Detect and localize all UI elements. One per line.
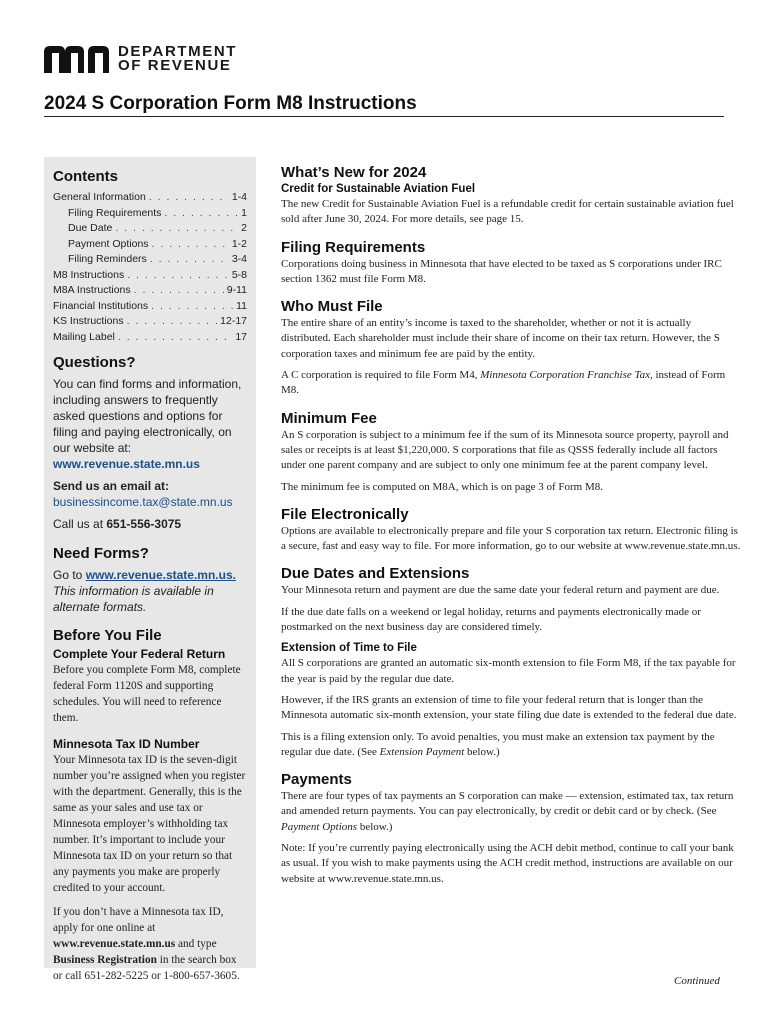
minimum-fee-text-2: The minimum fee is computed on M8A, which is on page 3 of Form M8. [281, 480, 604, 493]
toc-leader-dots [118, 330, 232, 346]
due-dates-text-2: If the due date falls on a weekend or legal holiday, returns and payments electronically made or postmarked on the next business day are considered timely. [281, 605, 701, 634]
logo-line-1: DEPARTMENT [118, 42, 238, 60]
toc-entry-page: 1-4 [231, 191, 247, 203]
toc-entry[interactable] [53, 299, 247, 315]
payments-text-1 [281, 789, 741, 835]
toc-entry-page: 11 [236, 299, 247, 312]
alt-formats-text: This information is available in alternate formats. [53, 584, 214, 614]
goto-line [53, 567, 247, 583]
toc-entry-label: Filing Reminders [68, 253, 147, 265]
toc-leader-dots [127, 268, 229, 284]
file-electronically-text: Options are available to electronically prepare and file your S corporation tax return. Electronic filing is a secure, fast and easy way to file. For more information, go to our website at www.revenue.state.mn.us. [281, 524, 741, 553]
toc-entry-label: Mailing Label [53, 330, 115, 343]
toc-entry[interactable] [53, 268, 247, 284]
minimum-fee-heading: Minimum Fee [281, 409, 377, 427]
toc-entry-label: Payment Options [68, 237, 149, 250]
toc-entry[interactable] [53, 330, 247, 346]
who-must-file-text-2 [281, 368, 741, 399]
extension-heading: Extension of Time to File [281, 642, 417, 655]
toc-entry-label: Filing Requirements [68, 206, 162, 219]
email-label: Send us an email at: [53, 479, 170, 493]
no-tax-id-part-2: and type [178, 938, 217, 950]
due-dates-heading: Due Dates and Extensions [281, 565, 470, 583]
toc-entry-label: Financial Institutions [53, 299, 149, 312]
who-text-2-part-a: A C corporation is required to file Form M4, [281, 369, 478, 382]
tax-id-text: Your Minnesota tax ID is the seven-digit number you’re assigned when you register with the department. Generally, this is the same as your sales and use tax or Minnesota employer’s withholding tax number. It’s important to include your Minnesota tax ID on your return so that any payments you make are properly credited to your account. [53, 754, 246, 894]
minimum-fee-text-1: An S corporation is subject to a minimum fee if the sum of its Minnesota source property, payroll and sales or receipts is at least $1,220,000. S corporations that file as QSSS federally include all factors under one parent company and are subject to only one minimum fee at the parent company level. [281, 428, 729, 472]
whats-new-heading: What’s New for 2024 [281, 164, 427, 181]
extension-payment-ref: Extension Payment [379, 745, 465, 758]
logo-line-2: OF REVENUE [118, 56, 232, 74]
main-content [281, 163, 741, 887]
payment-options-ref: Payment Options [281, 820, 358, 833]
due-dates-text-1: Your Minnesota return and payment are due the same date your federal return and payment are due. [281, 584, 720, 597]
tax-id-heading: Minnesota Tax ID Number [53, 737, 200, 751]
payments-text-1-part-b: below.) [359, 820, 393, 833]
sidebar [44, 157, 256, 982]
extension-text-3-part-b: below.) [467, 745, 500, 758]
filing-requirements-heading: Filing Requirements [281, 238, 426, 256]
logo-wordmark [118, 42, 238, 74]
toc-leader-dots [134, 283, 224, 299]
who-must-file-heading: Who Must File [281, 298, 383, 316]
website-link[interactable]: www.revenue.state.mn.us [53, 457, 200, 471]
goto-prefix: Go to [53, 568, 83, 582]
extension-text-1: All S corporations are granted an automatic six-month extension to file Form M8, if the tax payable for the year is paid by the regular due date. [281, 657, 736, 685]
extension-text-3-part-a: This is a filing extension only. To avoid penalties, you must make an extension tax payment by the regular due date. (See [281, 730, 715, 758]
toc-entry-page: 5-8 [231, 268, 247, 281]
toc-entry-page: 1 [241, 206, 247, 219]
toc-leader-dots [149, 190, 229, 206]
toc-entry[interactable] [53, 237, 247, 253]
file-electronically-heading: File Electronically [281, 505, 409, 523]
toc-leader-dots [115, 221, 238, 237]
no-tax-id-part-1: If you don’t have a Minnesota tax ID, apply for one online at [53, 906, 224, 934]
toc-entry[interactable] [53, 221, 247, 237]
toc-entry[interactable] [53, 206, 247, 222]
department-logo [44, 44, 237, 73]
toc-entry-label: Due Date [68, 222, 113, 234]
toc-entry-page: 3-4 [231, 253, 247, 265]
toc-entry-label: KS Instructions [53, 315, 124, 327]
saf-heading: Credit for Sustainable Aviation Fuel [281, 183, 476, 195]
toc-entry-label: M8A Instructions [53, 284, 131, 296]
toc-entry[interactable] [53, 190, 247, 206]
email-link[interactable]: businessincome.tax@state.mn.us [53, 495, 233, 509]
phone-number: 651-556-3075 [106, 517, 182, 531]
toc-entry-page: 17 [235, 330, 247, 343]
saf-text: The new Credit for Sustainable Aviation Fuel is a refundable credit for certain sustainable aviation fuel sold after June 30, 2024. For more details, see page 15. [281, 198, 734, 226]
federal-return-text: Before you complete Form M8, complete federal Form 1120S and supporting schedules. You will need to reference them. [53, 664, 241, 724]
forms-link[interactable]: www.revenue.state.mn.us. [85, 568, 236, 582]
toc-entry-label: M8 Instructions [53, 268, 125, 281]
questions-heading: Questions? [53, 354, 136, 371]
page-title: 2024 S Corporation Form M8 Instructions [44, 93, 417, 114]
toc-entry-label: General Information [53, 191, 146, 203]
toc-entry-page: 2 [241, 222, 247, 234]
payments-text-2: Note: If you’re currently paying electronically using the ACH debit method, continue to call your bank as usual. If you wish to make payments using the ACH credit method, instructions are available on our website at www.revenue.state.mn.us. [281, 842, 734, 885]
contents-heading: Contents [53, 168, 118, 185]
toc-entry-page: 1-2 [231, 237, 247, 250]
toc-leader-dots [164, 206, 238, 222]
toc-leader-dots [151, 299, 233, 315]
payments-text-1-part-a: There are four types of tax payments an S corporation can make — extension, estimated tax, tax return and amended return payments. You can pay electronically, by credit or debit card or by check. (See [281, 790, 734, 818]
toc-entry[interactable] [53, 314, 247, 330]
toc-leader-dots [127, 314, 218, 330]
need-forms-heading: Need Forms? [53, 545, 149, 562]
mn-logo-icon [44, 44, 109, 73]
toc-leader-dots [152, 237, 229, 253]
who-must-file-text-1: The entire share of an entity’s income is taxed to the shareholder, whether or not it is actually distributed. Each shareholder must include their share of income on their tax return. However, the S corporation taxes and minimum fee are paid by the entity. [281, 317, 720, 360]
federal-return-heading: Complete Your Federal Return [53, 647, 226, 661]
questions-text: You can find forms and information, including answers to frequently asked questions and options for filing and paying electronically, on our website at: [53, 377, 242, 455]
extension-text-2: However, if the IRS grants an extension of time to file your federal return that is longer than the Minnesota automatic six-month extension, your state filing due date is extended to the federal due date. [281, 693, 737, 722]
call-line [53, 516, 247, 532]
toc-entry-page: 9-11 [226, 284, 247, 296]
table-of-contents [53, 190, 247, 345]
toc-entry-page: 12-17 [220, 315, 247, 327]
filing-requirements-text: Corporations doing business in Minnesota that have elected to be taxed as S corporations under IRC section 1362 must file Form M8. [281, 257, 722, 285]
toc-leader-dots [150, 252, 229, 268]
no-tax-id-part-3: in the search box or call 651-282-5225 or 1-800-657-3605. [53, 954, 240, 982]
payments-heading: Payments [281, 771, 352, 789]
business-registration-term: Business Registration [53, 954, 157, 966]
continued-note: Continued [674, 975, 720, 987]
who-text-2-part-b: instead of Form M8. [281, 369, 726, 397]
no-tax-id-text [53, 904, 247, 984]
toc-entry[interactable] [53, 283, 247, 299]
toc-entry[interactable] [53, 252, 247, 268]
extension-text-3 [281, 730, 741, 761]
before-you-file-heading: Before You File [53, 627, 162, 644]
who-text-2-form-name: Minnesota Corporation Franchise Tax, [480, 369, 653, 382]
title-divider [44, 116, 724, 117]
call-prefix: Call us at [53, 517, 104, 531]
registration-link[interactable]: www.revenue.state.mn.us [53, 938, 176, 950]
